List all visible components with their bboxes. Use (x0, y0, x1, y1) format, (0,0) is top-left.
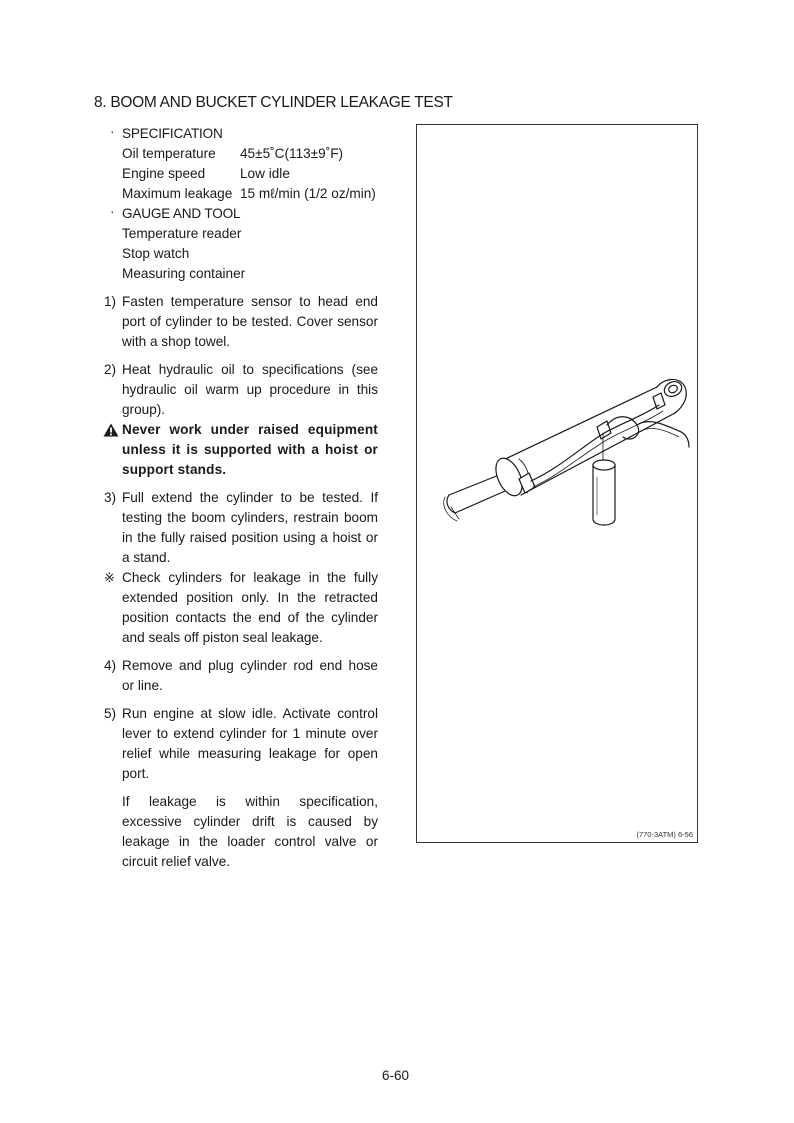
warning (102, 420, 378, 480)
step-1 (102, 292, 378, 352)
specification-heading: SPECIFICATION (122, 126, 223, 141)
specification-heading-row (102, 124, 378, 144)
gauge-heading-row (102, 204, 378, 224)
warning-icon (103, 423, 119, 437)
step-number: 5) (104, 706, 117, 721)
conclusion-text: If leakage is within specification, excessive cylinder drift is caused by leakage in the loader control valve or circuit relief valve. (122, 794, 378, 869)
cylinder-leakage-illustration (417, 125, 699, 844)
step-2 (102, 360, 378, 420)
step-4 (102, 656, 378, 696)
step-number: 2) (104, 362, 117, 377)
step-text: Heat hydraulic oil to specifications (see hydraulic oil warm up procedure in this group). (122, 362, 378, 417)
page-number: 6-60 (382, 1068, 410, 1083)
tool-item: Stop watch (122, 246, 190, 261)
tool-item: Measuring container (122, 266, 246, 281)
figure-caption: (770-3ATM) 6-56 (636, 830, 693, 839)
step-number: 1) (104, 294, 117, 309)
cylinder-illustration-figure (416, 124, 698, 843)
spec-value: 45±5˚C(113±9˚F) (240, 146, 344, 161)
spec-value: 15 mℓ/min (1/2 oz/min) (240, 186, 376, 201)
warning-text: Never work under raised equipment unless it is supported with a hoist or support stands. (122, 422, 378, 477)
note-mark-icon: ※ (104, 570, 115, 585)
spec-label: Oil temperature (122, 146, 216, 161)
procedure-text (102, 124, 378, 872)
section-title: 8. BOOM AND BUCKET CYLINDER LEAKAGE TEST (94, 94, 453, 111)
step-text: Remove and plug cylinder rod end hose or line. (122, 658, 378, 693)
step-3 (102, 488, 378, 568)
spec-row-maximum-leakage (102, 184, 378, 204)
spec-label: Engine speed (122, 166, 206, 181)
step-text: Run engine at slow idle. Activate control lever to extend cylinder for 1 minute over relief while measuring leakage for open port. (122, 706, 378, 781)
step-number: 4) (104, 658, 117, 673)
note (102, 568, 378, 648)
step-number: 3) (104, 490, 117, 505)
spec-value: Low idle (240, 166, 290, 181)
step-5 (102, 704, 378, 784)
step-text: Full extend the cylinder to be tested. If testing the boom cylinders, restrain boom in the fully raised position using a hoist or a stand. (122, 490, 378, 565)
spec-label: Maximum leakage (122, 186, 233, 201)
spec-row-oil-temperature (102, 144, 378, 164)
tool-item: Temperature reader (122, 226, 242, 241)
bullet: · (110, 124, 115, 139)
bullet: · (110, 204, 115, 219)
spec-row-engine-speed (102, 164, 378, 184)
step-text: Fasten temperature sensor to head end port of cylinder to be tested. Cover sensor with a shop towel. (122, 294, 378, 349)
note-text: Check cylinders for leakage in the fully extended position only. In the retracted position contacts the end of the cylinder and seals off piston seal leakage. (122, 570, 378, 645)
gauge-heading: GAUGE AND TOOL (122, 206, 241, 221)
